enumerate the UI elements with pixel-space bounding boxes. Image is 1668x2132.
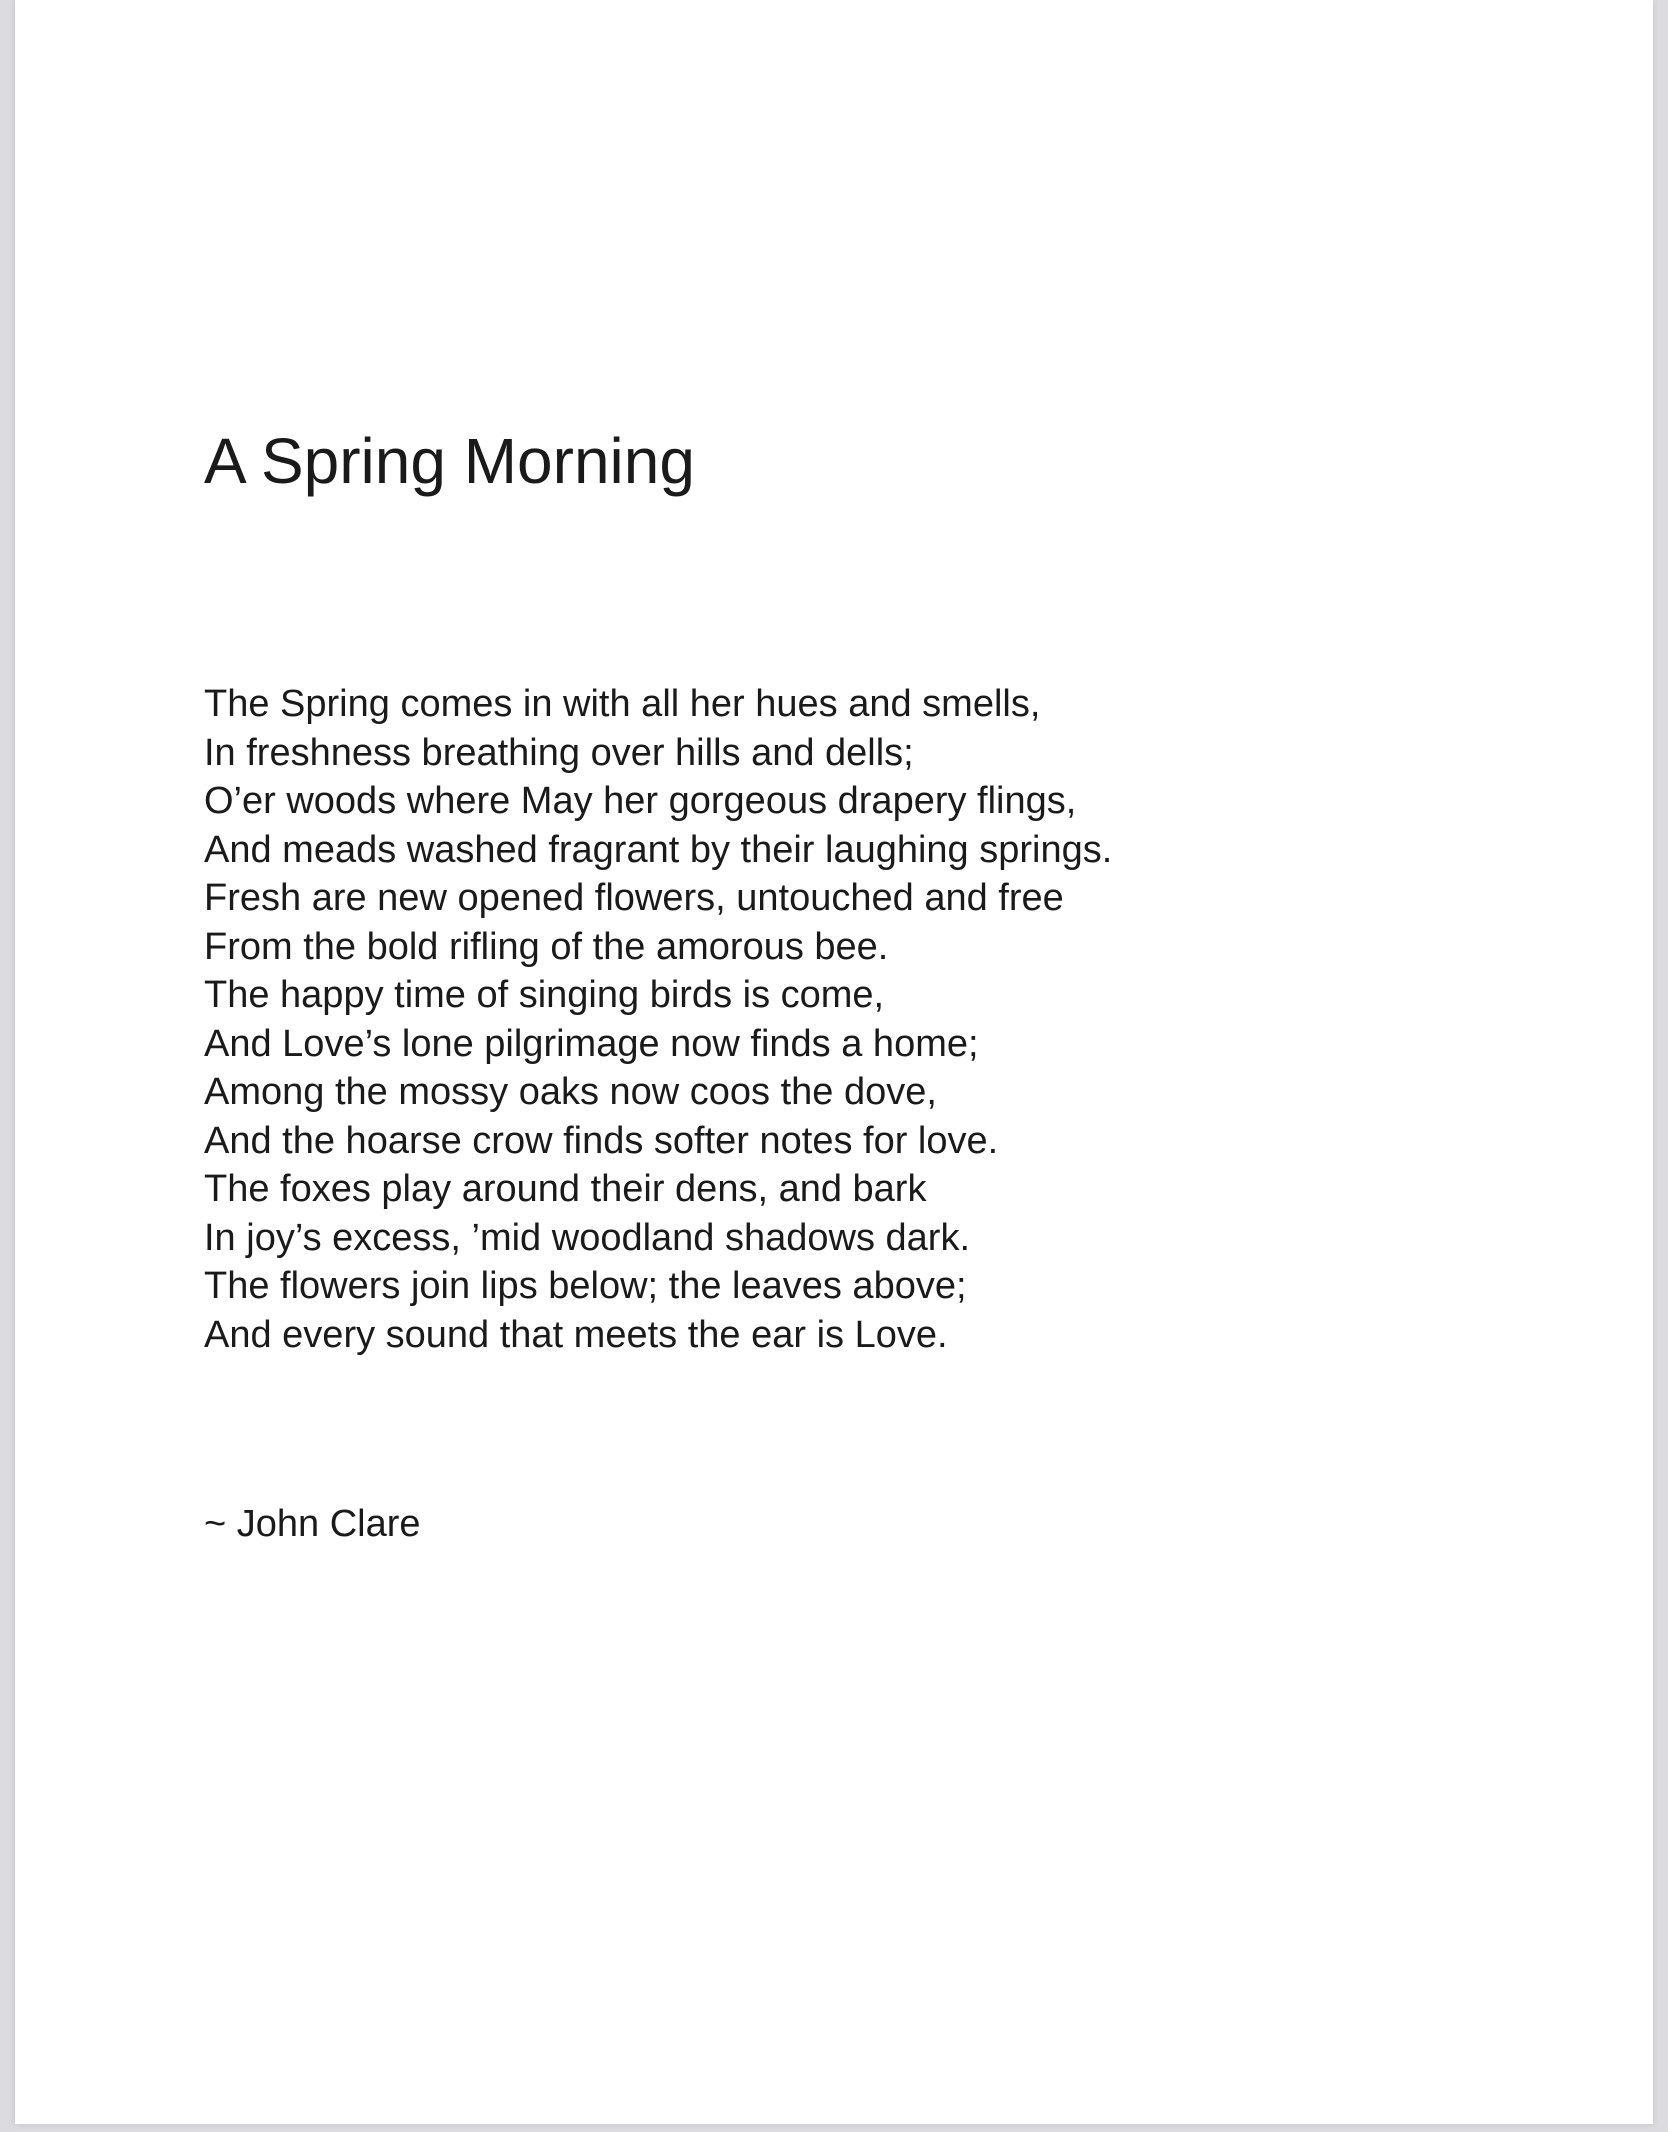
poem-line: In freshness breathing over hills and dells; [204,731,914,774]
poem-body [204,680,1112,1359]
poem-line: The Spring comes in with all her hues and smells, [204,683,1041,725]
poem-author: ~ John Clare [204,1503,421,1545]
poem-line: The foxes play around their dens, and bark [204,1168,927,1210]
poem-line: And meads washed fragrant by their laughing springs. [204,828,1113,871]
poem-title: A Spring Morning [204,425,695,497]
poem-line: And Love’s lone pilgrimage now finds a home; [204,1022,979,1065]
poem-line: From the bold rifling of the amorous bee. [204,925,889,968]
poem-line: In joy’s excess, ’mid woodland shadows dark. [204,1216,971,1259]
poem-line: The happy time of singing birds is come, [204,974,885,1016]
poem-line: Among the mossy oaks now coos the dove, [204,1071,937,1113]
poem-line: The flowers join lips below; the leaves above; [204,1265,967,1307]
poem-line: And the hoarse crow finds softer notes for love. [204,1119,999,1162]
poem-line: And every sound that meets the ear is Love. [204,1313,948,1356]
poem-line: O’er woods where May her gorgeous drapery flings, [204,780,1077,822]
document-page [15,0,1653,2124]
poem-line: Fresh are new opened flowers, untouched and free [204,877,1064,919]
